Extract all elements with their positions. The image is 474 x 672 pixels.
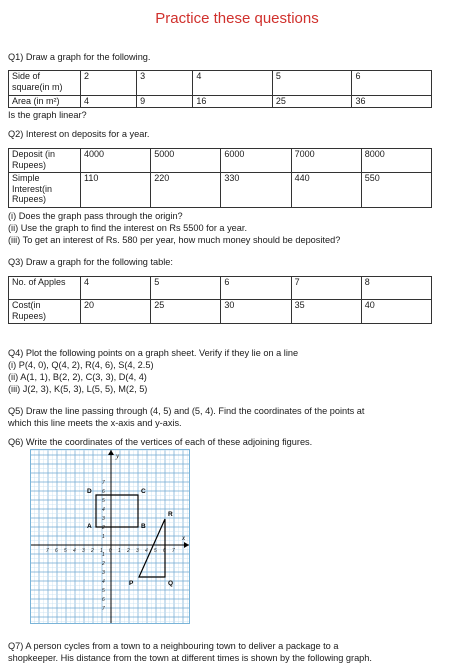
q2-cell: 5000 <box>151 149 221 173</box>
y-tick-label: 6 <box>102 597 105 603</box>
q2-row1-label: Deposit (in Rupees) <box>9 149 81 173</box>
x-tick-label: 6 <box>163 548 166 554</box>
q4-sub2: (ii) A(1, 1), B(2, 2), C(3, 3), D(4, 4) <box>8 372 147 382</box>
vertex-label-d: D <box>87 488 92 495</box>
q1-table <box>8 70 432 108</box>
x-tick-label: 2 <box>127 548 130 554</box>
y-tick-label: 1 <box>102 552 105 558</box>
q3-table <box>8 276 432 324</box>
x-axis-arrow-icon <box>184 542 189 548</box>
q1-cell: 4 <box>193 71 273 96</box>
y-tick-label: 2 <box>102 561 105 567</box>
q3-cell: 8 <box>361 277 431 300</box>
vertex-label-q: Q <box>168 580 174 587</box>
q3-cell: 25 <box>151 300 221 324</box>
q2-prompt: Q2) Interest on deposits for a year. <box>8 129 150 139</box>
y-tick-label: 4 <box>102 579 105 585</box>
q1-cell: 9 <box>137 96 193 108</box>
q3-cell: 35 <box>291 300 361 324</box>
q2-cell: 440 <box>291 173 361 208</box>
q2-cell: 110 <box>81 173 151 208</box>
q1-prompt: Q1) Draw a graph for the following. <box>8 52 151 62</box>
q2-row2-label: Simple Interest(in Rupees) <box>9 173 81 208</box>
q2-cell: 4000 <box>81 149 151 173</box>
q4-block <box>8 347 298 395</box>
q3-row1-label: No. of Apples <box>9 277 81 300</box>
page-title: Practice these questions <box>155 10 319 27</box>
q1-cell: 16 <box>193 96 273 108</box>
y-tick-labels <box>101 480 105 612</box>
x-tick-label: 1 <box>118 548 121 554</box>
vertex-label-r: R <box>168 511 173 518</box>
x-tick-label: 3 <box>136 548 139 554</box>
q3-cell: 30 <box>221 300 291 324</box>
x-tick-label: 5 <box>154 548 157 554</box>
vertex-label-p: P <box>129 580 134 587</box>
q7-line1: Q7) A person cycles from a town to a neighbouring town to deliver a package to a <box>8 641 339 651</box>
x-tick-label: 4 <box>73 548 76 554</box>
q3-row2-label: Cost(in Rupees) <box>9 300 81 324</box>
y-tick-label: 7 <box>102 606 105 612</box>
q4-sub1: (i) P(4, 0), Q(4, 2), R(4, 6), S(4, 2.5) <box>8 360 154 370</box>
q5-block <box>8 405 364 429</box>
q2-sub3: (iii) To get an interest of Rs. 580 per year, how much money should be deposited? <box>8 235 341 245</box>
coordinate-grid <box>30 449 190 624</box>
q1-followup: Is the graph linear? <box>8 110 87 120</box>
y-tick-label: 2 <box>102 525 105 531</box>
q7-line2: shopkeeper. His distance from the town at different times is shown by the following graph. <box>8 653 372 663</box>
q3-cell: 40 <box>361 300 431 324</box>
y-tick-label: 3 <box>102 570 105 576</box>
q2-cell: 7000 <box>291 149 361 173</box>
y-tick-label: 1 <box>102 534 105 540</box>
q3-cell: 7 <box>291 277 361 300</box>
q2-cell: 220 <box>151 173 221 208</box>
q2-cell: 8000 <box>361 149 431 173</box>
q1-row2-label: Area (in m²) <box>9 96 81 108</box>
q1-row1-label: Side of square(in m) <box>9 71 81 96</box>
x-tick-label: 2 <box>91 548 94 554</box>
y-tick-label: 4 <box>102 507 105 513</box>
x-tick-label: 5 <box>64 548 67 554</box>
y-axis-label: y <box>116 452 120 460</box>
y-tick-label: 7 <box>102 480 105 486</box>
y-tick-label: 6 <box>102 489 105 495</box>
y-tick-label: 5 <box>102 498 105 504</box>
q3-prompt: Q3) Draw a graph for the following table: <box>8 257 173 267</box>
q4-prompt: Q4) Plot the following points on a graph sheet. Verify if they lie on a line <box>8 348 299 358</box>
q1-cell: 36 <box>352 96 432 108</box>
q4-sub3: (iii) J(2, 3), K(5, 3), L(5, 5), M(2, 5) <box>8 384 148 394</box>
x-tick-label: 4 <box>145 548 148 554</box>
q3-cell: 4 <box>81 277 151 300</box>
q2-cell: 550 <box>361 173 431 208</box>
x-tick-label: 7 <box>46 548 49 554</box>
x-axis-label: x <box>182 534 186 542</box>
x-tick-label: 1 <box>100 548 103 554</box>
q2-table <box>8 148 432 208</box>
q2-cell: 6000 <box>221 149 291 173</box>
x-tick-label: 7 <box>172 548 175 554</box>
q1-cell: 25 <box>272 96 352 108</box>
q1-cell: 2 <box>81 71 137 96</box>
q3-cell: 5 <box>151 277 221 300</box>
q1-cell: 6 <box>352 71 432 96</box>
y-tick-label: 3 <box>102 516 105 522</box>
q2-sub2: (ii) Use the graph to find the interest on Rs 5500 for a year. <box>8 223 248 233</box>
q1-cell: 3 <box>137 71 193 96</box>
y-axis-arrow-icon <box>108 450 114 455</box>
q3-cell: 20 <box>81 300 151 324</box>
y-tick-label: 5 <box>102 588 105 594</box>
q6-prompt: Q6) Write the coordinates of the vertices of each of these adjoining figures. <box>8 437 313 447</box>
x-tick-label: 6 <box>55 548 58 554</box>
vertex-label-a: A <box>87 523 92 530</box>
x-tick-label: 0 <box>109 548 112 554</box>
q2-sub1: (i) Does the graph pass through the origin? <box>8 211 183 221</box>
q2-subquestions <box>8 210 340 246</box>
q1-cell: 5 <box>272 71 352 96</box>
q7-block <box>8 640 372 664</box>
q2-cell: 330 <box>221 173 291 208</box>
coordinate-grid-svg <box>31 450 189 623</box>
q5-line2: which this line meets the x-axis and y-axis. <box>8 418 182 428</box>
q3-cell: 6 <box>221 277 291 300</box>
vertex-label-c: C <box>141 488 146 495</box>
x-tick-label: 3 <box>82 548 85 554</box>
vertex-label-b: B <box>141 523 146 530</box>
q1-cell: 4 <box>81 96 137 108</box>
q5-line1: Q5) Draw the line passing through (4, 5) and (5, 4). Find the coordinates of the points at <box>8 406 365 416</box>
x-tick-labels <box>46 548 175 554</box>
